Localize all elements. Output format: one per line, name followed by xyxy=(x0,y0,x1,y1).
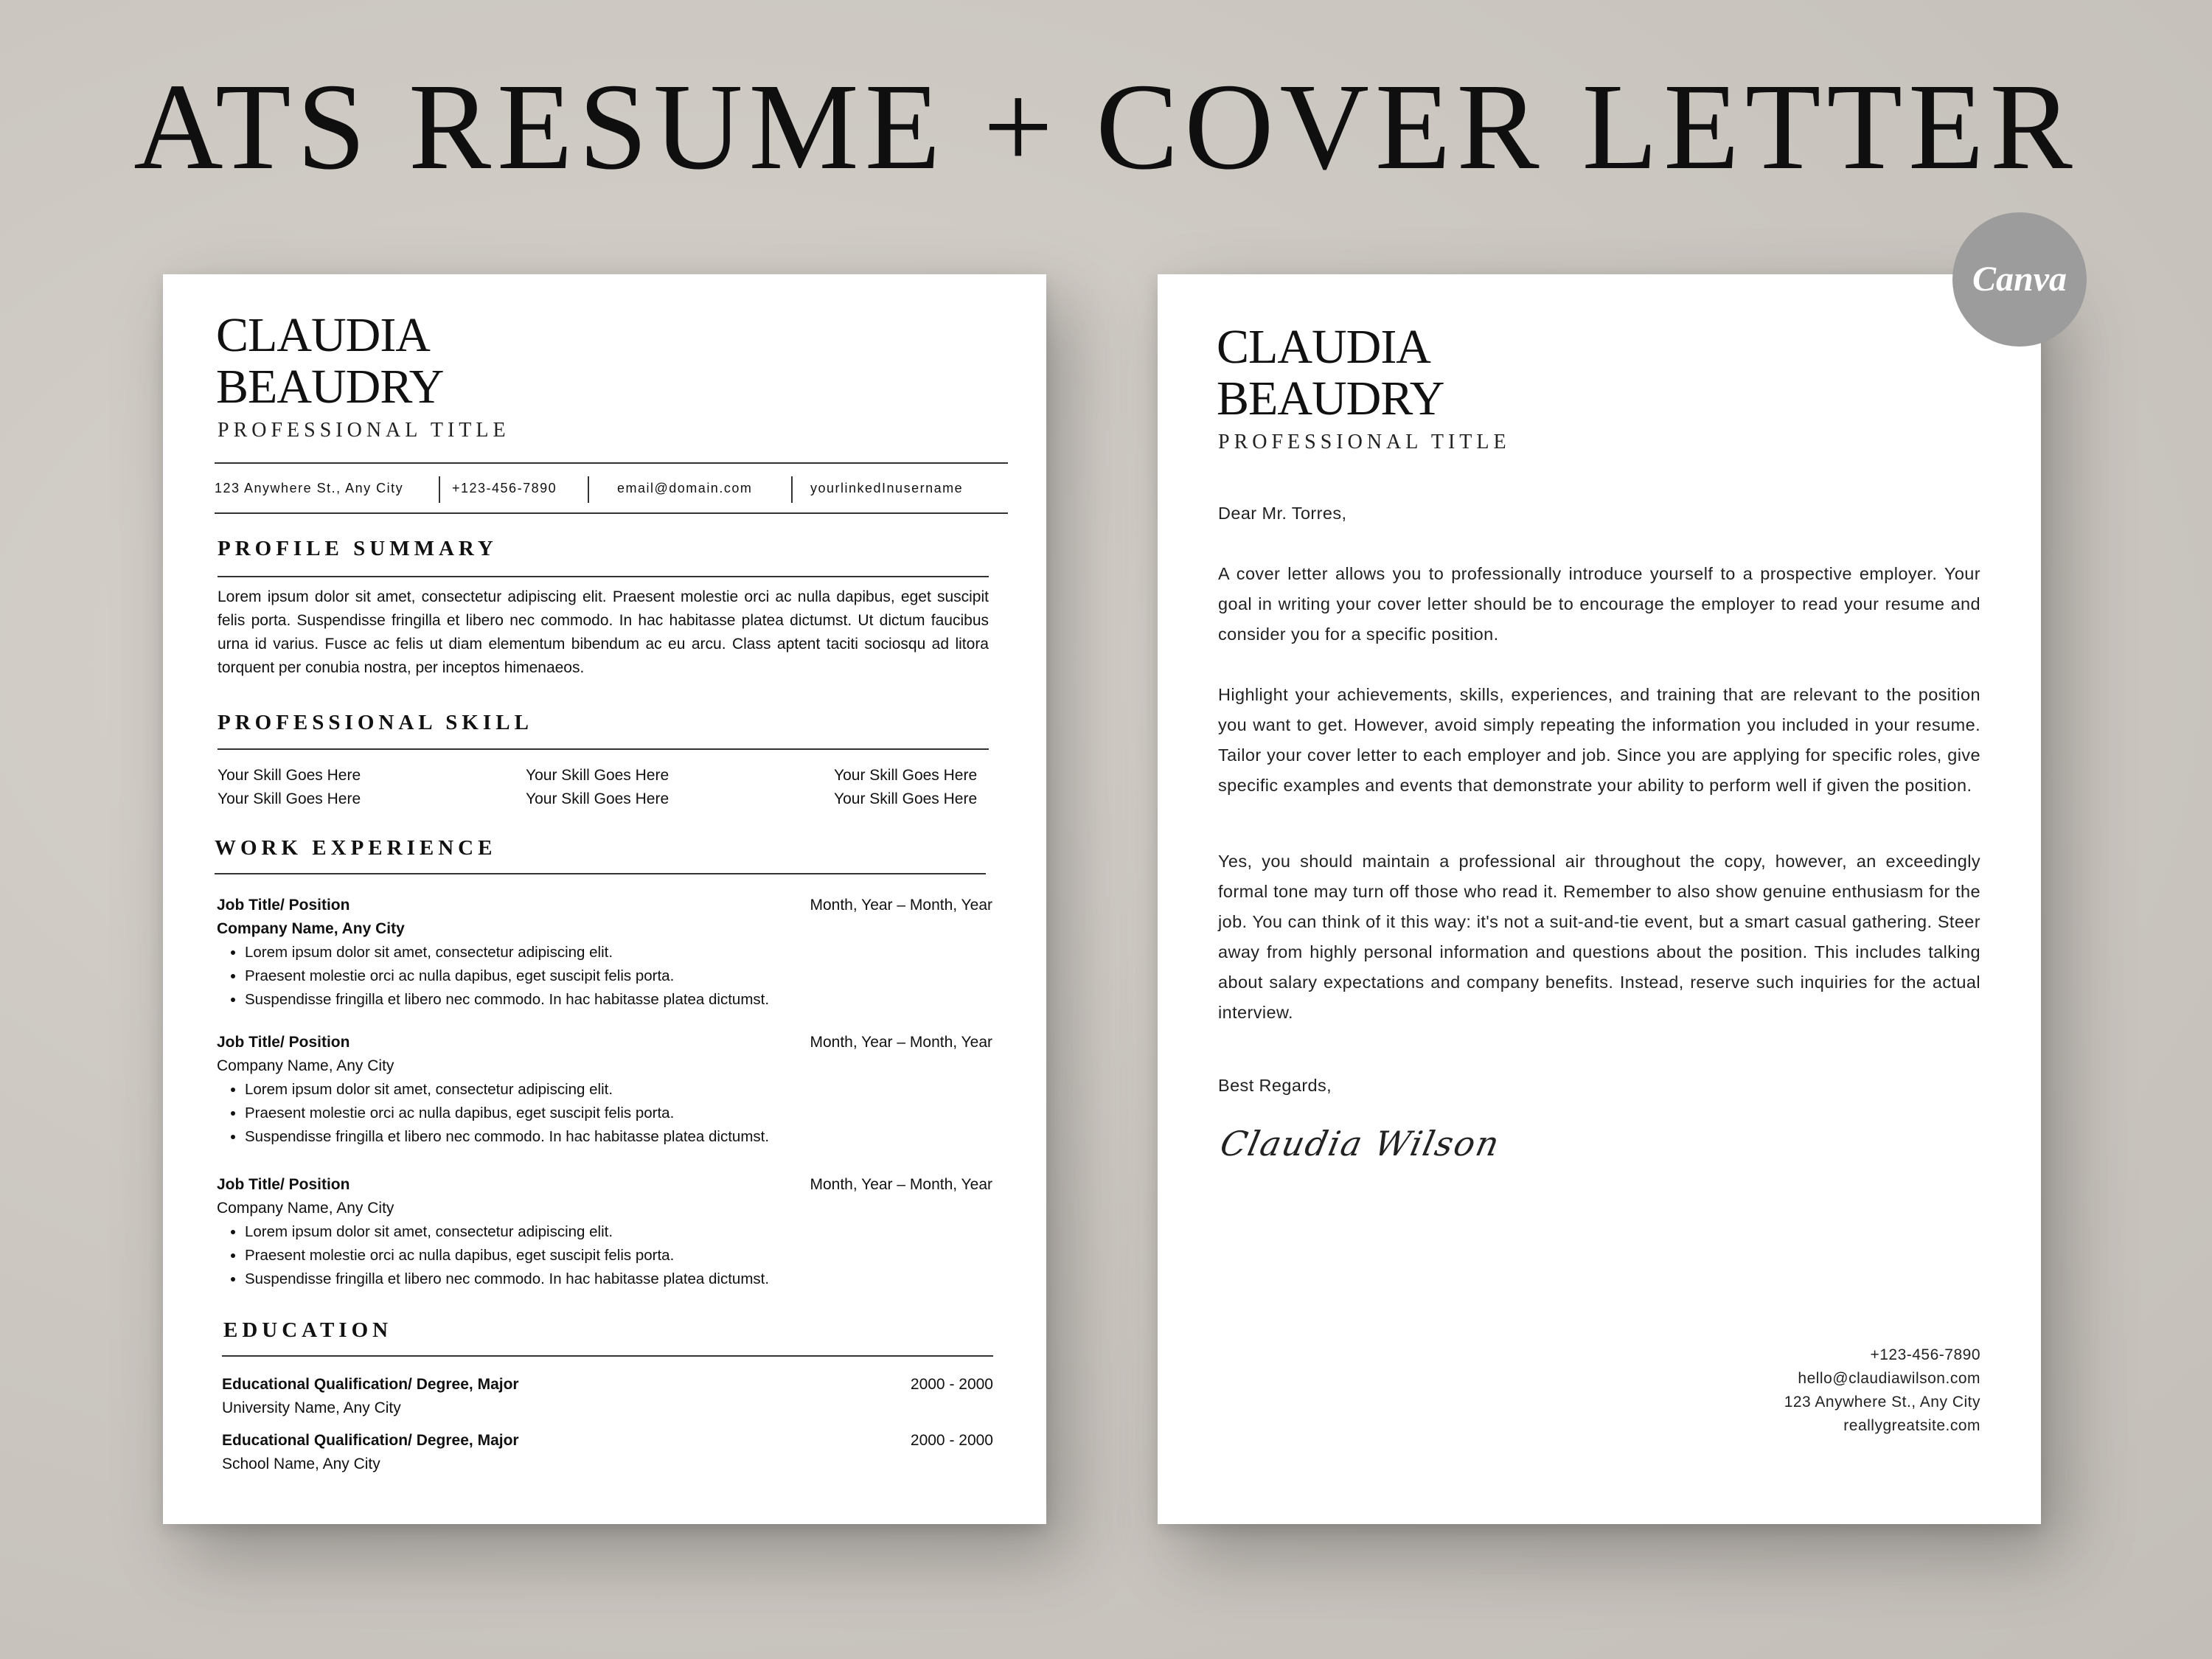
skill-item: Your Skill Goes Here xyxy=(834,767,978,784)
profile-heading: PROFILE SUMMARY xyxy=(218,537,498,560)
job-bullets xyxy=(217,941,992,1012)
job-entry xyxy=(217,1173,992,1291)
job-bullet: • Lorem ipsum dolor sit amet, consectetur adipiscing elit. xyxy=(245,1078,992,1102)
job-bullet: • Praesent molestie orci ac nulla dapibus, eget suscipit felis porta. xyxy=(245,1102,992,1125)
letter-address: 123 Anywhere St., Any City xyxy=(1784,1394,1980,1411)
education-rule xyxy=(222,1355,993,1357)
education-years: 2000 - 2000 xyxy=(910,1376,993,1393)
job-dates: Month, Year – Month, Year xyxy=(810,1034,992,1051)
education-degree: Educational Qualification/ Degree, Major xyxy=(222,1376,519,1393)
education-heading: EDUCATION xyxy=(223,1318,393,1342)
contact-row xyxy=(215,472,1008,504)
job-company: Company Name, Any City xyxy=(217,1057,394,1074)
contact-divider xyxy=(588,476,589,503)
letter-paragraph: A cover letter allows you to professionally introduce yourself to a prospective employer. Your goal in writing your cover letter should be to encourage the employer to read your resume and consider you for a specific position. xyxy=(1218,564,1980,644)
letter-email: hello@claudiawilson.com xyxy=(1798,1370,1980,1387)
job-bullet: • Suspendisse fringilla et libero nec commodo. In hac habitasse platea dictumst. xyxy=(245,1125,992,1149)
contact-linkedin: yourlinkedInusername xyxy=(810,481,964,495)
education-school: School Name, Any City xyxy=(222,1455,380,1472)
job-bullet: • Praesent molestie orci ac nulla dapibus, eget suscipit felis porta. xyxy=(245,1244,992,1267)
contact-phone: +123-456-7890 xyxy=(452,481,557,495)
contact-divider xyxy=(791,476,793,503)
letter-paragraph: Highlight your achievements, skills, experiences, and training that are relevant to the position you want to get. However, avoid simply repeating the information you included in your resume. Tailor your cover letter to each employer and job. Since you are applying for specific roles, give specific examples and events that demonstrate your ability to perform well if given the position. xyxy=(1218,685,1980,795)
experience-rule xyxy=(215,873,986,874)
contact-email: email@domain.com xyxy=(617,481,753,495)
letter-professional-title: PROFESSIONAL TITLE xyxy=(1218,431,1511,453)
job-dates: Month, Year – Month, Year xyxy=(810,897,992,914)
job-company: Company Name, Any City xyxy=(217,1200,394,1217)
skills-heading: PROFESSIONAL SKILL xyxy=(218,711,533,734)
skills-rule xyxy=(218,748,989,750)
education-entry xyxy=(222,1373,993,1420)
job-title: Job Title/ Position xyxy=(217,1176,350,1193)
job-company: Company Name, Any City xyxy=(217,920,405,937)
job-bullet: • Suspendisse fringilla et libero nec commodo. In hac habitasse platea dictumst. xyxy=(245,1267,992,1291)
job-dates: Month, Year – Month, Year xyxy=(810,1176,992,1193)
job-bullet: • Lorem ipsum dolor sit amet, consectetur adipiscing elit. xyxy=(245,1220,992,1244)
education-school: University Name, Any City xyxy=(222,1399,401,1416)
skill-item: Your Skill Goes Here xyxy=(834,790,978,807)
profile-rule xyxy=(218,576,989,577)
skill-item: Your Skill Goes Here xyxy=(526,790,669,807)
letter-phone: +123-456-7890 xyxy=(1870,1346,1980,1363)
letter-last-name: BEAUDRY xyxy=(1217,372,1444,425)
education-years: 2000 - 2000 xyxy=(910,1432,993,1449)
resume-name xyxy=(216,310,443,413)
job-title: Job Title/ Position xyxy=(217,1034,350,1051)
canva-badge: Canva xyxy=(1952,212,2087,347)
resume-last-name: BEAUDRY xyxy=(216,360,444,414)
experience-heading: WORK EXPERIENCE xyxy=(215,836,497,860)
job-bullets xyxy=(217,1220,992,1291)
resume-page xyxy=(163,274,1046,1524)
letter-name xyxy=(1217,321,1444,425)
letter-salutation: Dear Mr. Torres, xyxy=(1218,504,1347,523)
contact-divider xyxy=(439,476,440,503)
education-entry xyxy=(222,1429,993,1476)
education-degree: Educational Qualification/ Degree, Major xyxy=(222,1432,519,1449)
skill-item: Your Skill Goes Here xyxy=(218,767,361,784)
skill-item: Your Skill Goes Here xyxy=(218,790,361,807)
job-bullet: • Praesent molestie orci ac nulla dapibus, eget suscipit felis porta. xyxy=(245,964,992,988)
letter-contact-block xyxy=(1784,1343,1980,1438)
job-entry xyxy=(217,894,992,1012)
cover-letter-page xyxy=(1158,274,2041,1524)
signature: Claudia Wilson xyxy=(1217,1124,1504,1164)
letter-website: reallygreatsite.com xyxy=(1843,1417,1980,1434)
resume-professional-title: PROFESSIONAL TITLE xyxy=(218,419,510,442)
letter-paragraph: Yes, you should maintain a professional air throughout the copy, however, an exceedingly formal tone may turn off those who read it. Remember to also show genuine enthusiasm for the job. You can think of it this way: it's not a suit-and-tie event, but a smart casual gathering. Steer away from highly personal information and questions about the position. This includes talking about salary expectations and company benefits. Instead, reserve such inquiries for the actual interview. xyxy=(1218,852,1980,1022)
skill-item: Your Skill Goes Here xyxy=(526,767,669,784)
letter-closing: Best Regards, xyxy=(1218,1076,1332,1095)
job-bullet: • Suspendisse fringilla et libero nec commodo. In hac habitasse platea dictumst. xyxy=(245,988,992,1012)
job-bullets xyxy=(217,1078,992,1149)
letter-first-name: CLAUDIA xyxy=(1217,320,1430,374)
contact-top-rule xyxy=(215,462,1008,464)
banner-title: ATS RESUME + COVER LETTER xyxy=(133,58,2079,195)
contact-bottom-rule xyxy=(215,512,1008,514)
contact-address: 123 Anywhere St., Any City xyxy=(215,481,404,495)
job-title: Job Title/ Position xyxy=(217,897,350,914)
job-entry xyxy=(217,1031,992,1149)
resume-first-name: CLAUDIA xyxy=(216,308,430,362)
profile-text: Lorem ipsum dolor sit amet, consectetur adipiscing elit. Praesent molestie orci ac nulla dapibus, eget suscipit felis porta. Suspendisse fringilla et libero nec commodo. In hac habitasse platea dictumst. Ut dictum faucibus urna id varius. Fusce ac felis ut diam elementum bibendum ac eu arcu. Class aptent taciti sociosqu ad litora torquent per conubia nostra, per inceptos himenaeos. xyxy=(218,588,989,676)
job-bullet: • Lorem ipsum dolor sit amet, consectetur adipiscing elit. xyxy=(245,941,992,964)
